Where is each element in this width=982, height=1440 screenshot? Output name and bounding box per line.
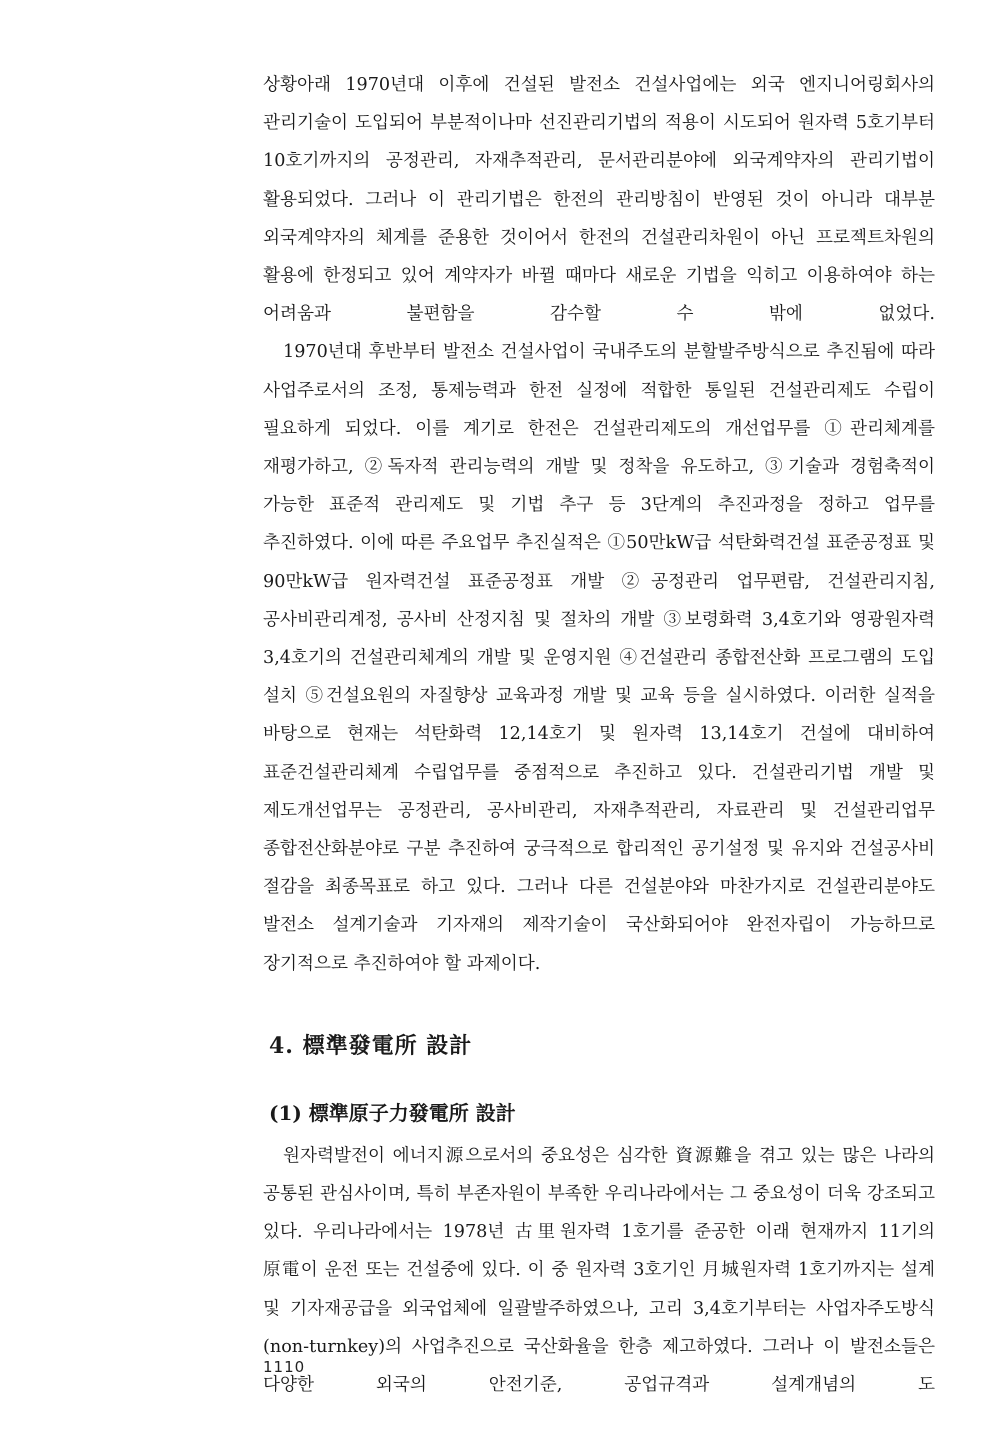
paragraph-nuclear-power-importance: 원자력발전이 에너지源으로서의 중요성은 심각한 資源難을 겪고 있는 많은 나라의 공통된 관심사이며, 특히 부존자원이 부족한 우리나라에서는 그 중요성이 더욱 강조되고 있다. 우리나라에서는 1978년 古里원자력 1호기를 준공한 이래 현재까지 11기의 原電이 운전 또는 건설중에 있다. 이 중 원자력 3호기인 月城원자력 1호기까지는 설계 및 기자재공급을 외국업체에 일괄발주하였으나, 고리 3,4호기부터는 사업자주도방식(non-turnkey)의 사업추진으로 국산화율을 한층 제고하였다. 그러나 이 발전소들은 다양한 외국의 안전기준, 공업규격과 설계개념의 도 xyxy=(263,1145,935,1396)
paragraph-construction-management-reform: 1970년대 후반부터 발전소 건설사업이 국내주도의 분할발주방식으로 추진됨에 따라 사업주로서의 조정, 통제능력과 한전 실정에 적합한 통일된 건설관리제도 수립이 필요하게 되었다. 이를 계기로 한전은 건설관리제도의 개선업무를 ①관리체계를 재평가하고, ②독자적 관리능력의 개발 및 정착을 유도하고, ③기술과 경험축적이 가능한 표준적 관리제도 및 기법 추구 등 3단계의 추진과정을 정하고 업무를 추진하였다. 이에 따른 주요업무 추진실적은 ①50만kW급 석탄화력건설 표준공정표 및 90만kW급 원자력건설 표준공정표 개발 ②공정관리 업무편람, 건설관리지침, 공사비관리계정, 공사비 산정지침 및 절차의 개발 ③보령화력 3,4호기와 영광원자력 3,4호기의 건설관리체계의 개발 및 운영지원 ④건설관리 종합전산화 프로그램의 도입 설치 ⑤건설요원의 자질향상 교육과정 개발 및 교육 등을 실시하였다. 이러한 실적을 바탕으로 현재는 석탄화력 12,14호기 및 원자력 13,14호기 건설에 대비하여 표준건설관리체계 수립업무를 중점적으로 추진하고 있다. 건설관리기법 개발 및 제도개선업무는 공정관리, 공사비관리, 자재추적관리, 자료관리 및 건설관리업무 종합전산화분야로 구분 추진하여 궁극적으로 합리적인 공기설정 및 유지와 건설공사비 절감을 최종목표로 하고 있다. 그러나 다른 건설분야와 마찬가지로 건설관리분야도 발전소 설계기술과 기자재의 제작기술이 국산화되어야 완전자립이 가능하므로 장기적으로 추진하여야 할 과제이다. xyxy=(263,342,935,974)
section-heading-standard-plant-design: 4. 標準發電所 設計 xyxy=(269,1032,473,1059)
paragraph-construction-management-history: 상황아래 1970년대 이후에 건설된 발전소 건설사업에는 외국 엔지니어링회사의 관리기술이 도입되어 부분적이나마 선진관리기법의 적용이 시도되어 원자력 5호기부터 10호기까지의 공정관리, 자재추적관리, 문서관리분야에 외국계약자의 관리기법이 활용되었다. 그러나 이 관리기법은 한전의 관리방침이 반영된 것이 아니라 대부분 외국계약자의 체계를 준용한 것이어서 한전의 건설관리차원이 아닌 프로젝트차원의 활용에 한정되고 있어 계약자가 바뀔 때마다 새로운 기법을 익히고 이용하여야 하는 어려움과 불편함을 감수할 수 밖에 없었다. xyxy=(263,75,935,325)
subsection-heading-standard-nuclear-plant-design: (1) 標準原子力發電所 設計 xyxy=(269,1100,516,1125)
page-body xyxy=(263,66,935,1404)
page-number: 1110 xyxy=(263,1358,306,1376)
